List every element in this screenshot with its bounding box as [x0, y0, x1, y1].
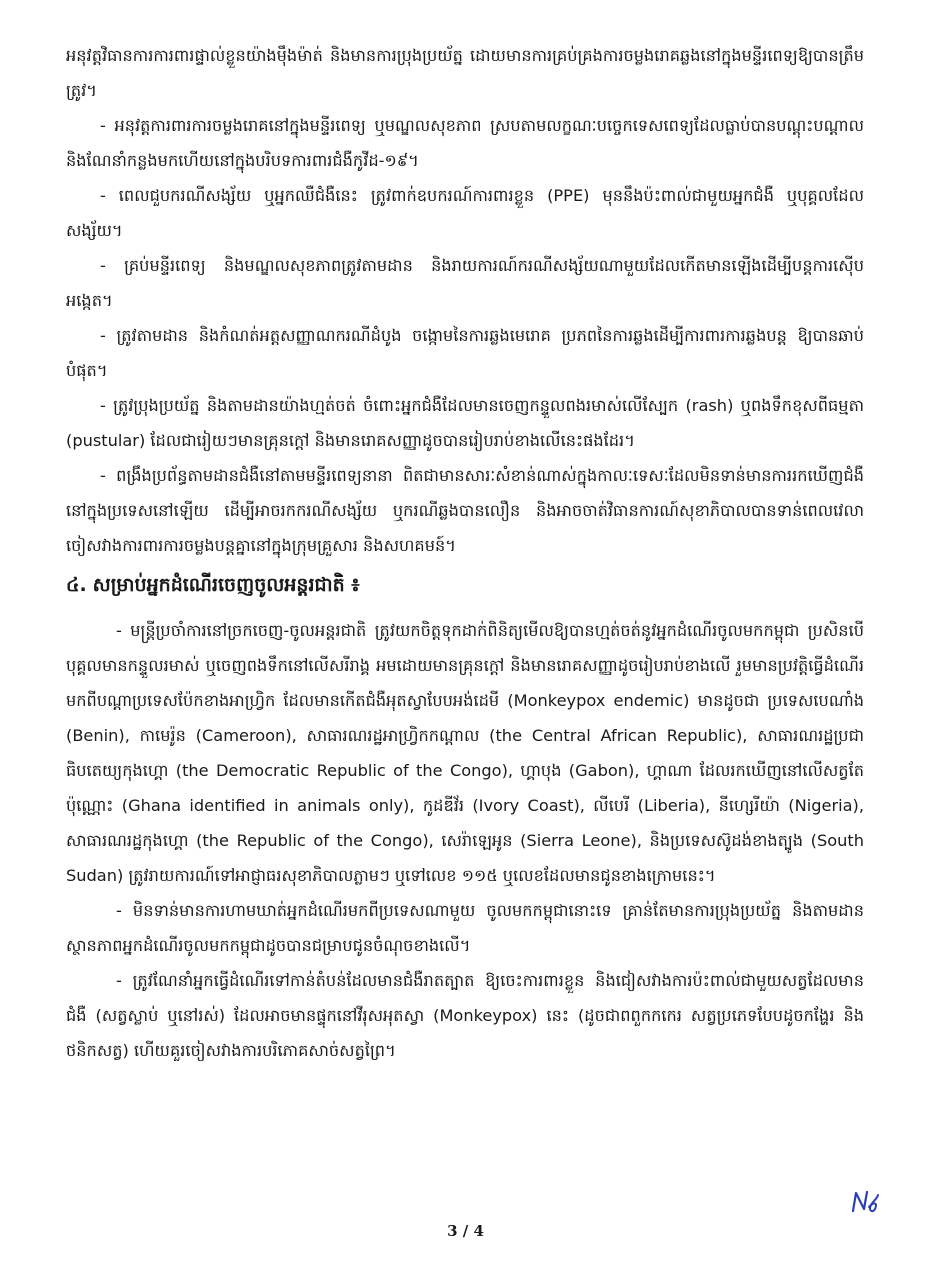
section-title: សម្រាប់អ្នកដំណើរចេញចូលអន្តរជាតិ ៖: [92, 574, 360, 596]
bullet-paragraph: - ត្រូវប្រុងប្រយ័ត្ន និងតាមដានយ៉ាងហ្មត់ចត់ ចំពោះអ្នកជំងឺដែលមានចេញកន្ទួលពងរមាស់លើស្បែក (rash) ឬពងទឹកខុសពីធម្មតា (pustular) ដែលជារៀយៗមានគ្រុនក្តៅ និងមានរោគសញ្ញាដូចបានរៀបរាប់ខាងលើនេះផងដែរ។: [66, 396, 864, 450]
section-heading: [66, 567, 864, 603]
bullet-paragraph: - គ្រប់មន្ទីរពេទ្យ និងមណ្ឌលសុខភាពត្រូវតាមដាន និងរាយការណ៍ករណីសង្ស័យណាមួយដែលកើតមានឡើងដើម្បីបន្តការស៊ើបអង្កេត។: [66, 256, 864, 310]
document-body: [66, 38, 864, 1068]
section-number: ៤.: [66, 574, 87, 596]
bullet-paragraph: - ពេលជួបករណីសង្ស័យ ឬអ្នកឈឺជំងឺនេះ ត្រូវពាក់ឧបករណ៍ការពារខ្លួន (PPE) មុននឹងប៉ះពាល់ជាមួយអ្នកជំងឺ ឬបុគ្គលដែលសង្ស័យ។: [66, 186, 864, 240]
bullet-paragraph: - ត្រូវតាមដាន និងកំណត់អត្តសញ្ញាណករណីដំបូង ចង្កោមនៃការឆ្លងមេរោគ ប្រភពនៃការឆ្លងដើម្បីការពារការឆ្លងបន្ត ឱ្យបានឆាប់បំផុត។: [66, 326, 864, 380]
bullet-paragraph: - ពង្រឹងប្រព័ន្ធតាមដានជំងឺនៅតាមមន្ទីរពេទ្យនានា ពិតជាមានសារៈសំខាន់ណាស់ក្នុងកាលៈទេសៈដែលមិនទាន់មានការរកឃើញជំងឺនៅក្នុងប្រទេសនៅឡើយ ដើម្បីអាចរកករណីសង្ស័យ ឬករណីឆ្លងបានលឿន និងអាចចាត់វិធានការណ៍សុខាភិបាលបានទាន់ពេលវេលា ចៀសវាងការពារការចម្លងបន្តគ្នានៅក្នុងក្រុមគ្រួសារ និងសហគមន៍។: [66, 466, 864, 555]
bullet-paragraph: - មិនទាន់មានការហាមឃាត់អ្នកដំណើរមកពីប្រទេសណាមួយ ចូលមកកម្ពុជានោះទេ គ្រាន់តែមានការប្រុងប្រយ័ត្ន និងតាមដានស្ថានភាពអ្នកដំណើរចូលមកកម្ពុជាដូចបានជម្រាបជូនចំណុចខាងលើ។: [66, 901, 864, 955]
bullet-paragraph: - មន្ត្រីប្រចាំការនៅច្រកចេញ-ចូលអន្តរជាតិ ត្រូវយកចិត្តទុកដាក់ពិនិត្យមើលឱ្យបានហ្មត់ចត់នូវអ្នកដំណើរចូលមកកម្ពុជា ប្រសិនបើបុគ្គលមានកន្ទួលរមាស់ ឬចេញពងទឹកនៅលើសរីរាង្គ អមដោយមានគ្រុនក្តៅ និងមានរោគសញ្ញាដូចរៀបរាប់ខាងលើ រួមមានប្រវត្តិធ្វើដំណើរមកពីបណ្តាប្រទេសប៉ែកខាងអាហ្វ្រិក ដែលមានកើតជំងឺអុតស្វាបែបអង់ដេមី (Monkeypox endemic) មានដូចជា ប្រទេសបេណាំង (Benin), កាមេរ៉ូន (Cameroon), សាធារណរដ្ឋអាហ្វ្រិកកណ្តាល (the Central African Republic), សាធារណរដ្ឋប្រជាធិបតេយ្យកុងហ្គោ (the Democratic Republic of the Congo), ហ្គាបុង (Gabon), ហ្គាណា ដែលរកឃើញនៅលើសត្វតែប៉ុណ្ណោះ (Ghana identified in animals only), កូដឌីវ័រ (Ivory Coast), លីបេរី (Liberia), នីហ្សេរីយ៉ា (Nigeria), សាធារណរដ្ឋកុងហ្គោ (the Republic of the Congo), សេរ៉ាឡេអូន (Sierra Leone), និងប្រទេសស៊ូដង់ខាងត្បូង (South Sudan) ត្រូវរាយការណ៍ទៅអាជ្ញាធរសុខាភិបាលភ្លាមៗ ឬទៅលេខ ១១៥ ឬលេខដែលមានជូនខាងក្រោមនេះ។: [66, 621, 864, 885]
bullet-paragraph: - ត្រូវណែនាំអ្នកធ្វើដំណើរទៅកាន់តំបន់ដែលមានជំងឺរាតត្បាត ឱ្យចេះការពារខ្លួន និងជៀសវាងការប៉ះពាល់ជាមួយសត្វដែលមានជំងឺ (សត្វស្លាប់ ឬនៅរស់) ដែលអាចមានផ្ទុកនៅវីរុសអុតស្វា (Monkeypox) នេះ (ដូចជាពពួកកកេរ សត្វប្រភេទបែបដូចកង្ហែរ និងថនិកសត្វ) ហើយគួរចៀសវាងការបរិភោគសាច់សត្វព្រៃ។: [66, 971, 864, 1060]
paragraph: អនុវត្តវិធានការការពារផ្ទាល់ខ្លួនយ៉ាងម៉ឹងម៉ាត់ និងមានការប្រុងប្រយ័ត្ន ដោយមានការគ្រប់គ្រងការចម្លងរោគឆ្លងនៅក្នុងមន្ទីរពេទ្យឱ្យបានត្រឹមត្រូវ។: [66, 46, 864, 100]
bullet-paragraph: - អនុវត្តការពារការចម្លងរោគនៅក្នុងមន្ទីរពេទ្យ ឬមណ្ឌលសុខភាព ស្របតាមលក្ខណៈបច្ចេកទេសពេទ្យដែលធ្លាប់បានបណ្តុះបណ្តាល និងណែនាំកន្លងមកហើយនៅក្នុងបរិបទការពារជំងឺកូវីដ-១៩។: [66, 116, 864, 170]
handwritten-initial: [848, 1187, 882, 1217]
page-number: 3 / 4: [447, 1222, 484, 1240]
